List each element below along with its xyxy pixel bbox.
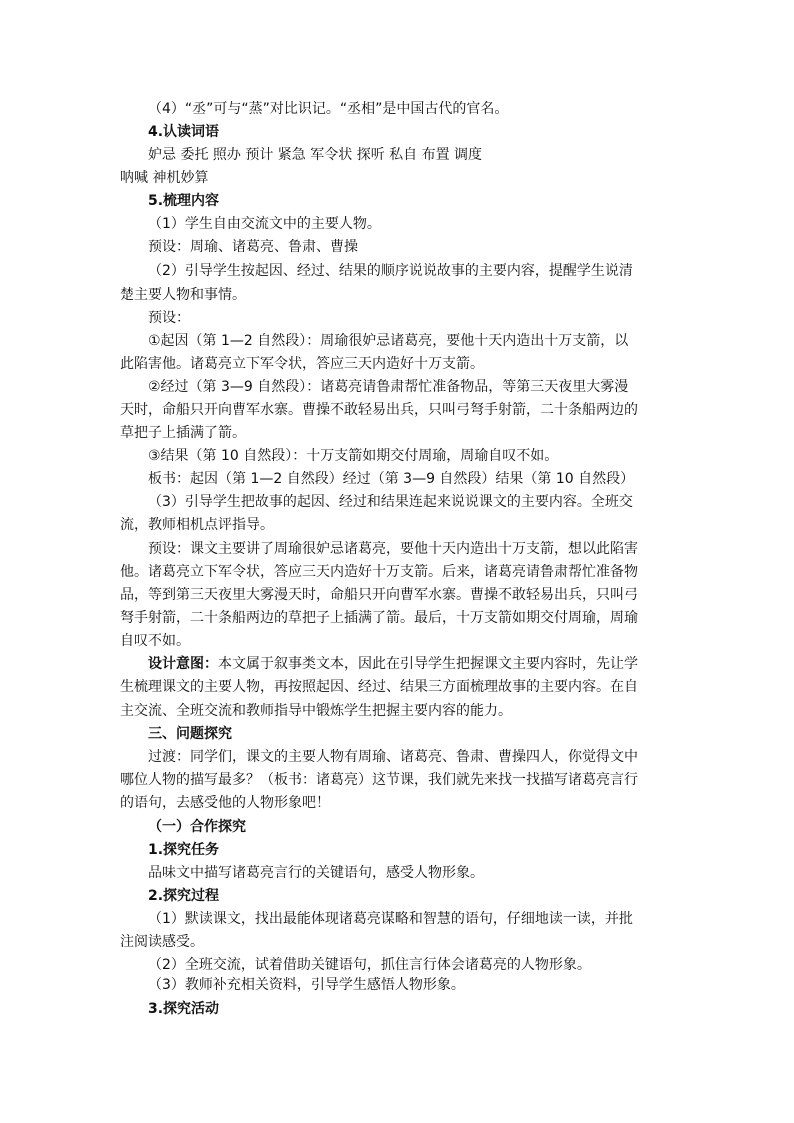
heading: 5.梳理内容 <box>148 193 220 209</box>
text-line: ②经过（第 3—9 自然段）：诸葛亮请鲁肃帮忙准备物品，等第三天夜里大雾漫 <box>148 379 629 395</box>
text-line: 预设：周瑜、诸葛亮、鲁肃、曹操 <box>148 239 358 255</box>
text-line: 预设： <box>148 310 190 326</box>
heading: 2.探究过程 <box>148 888 220 904</box>
text-line: 草把子上插满了箭。 <box>120 425 246 441</box>
text-line: 本文属于叙事类文本，因此在引导学生把握课文主要内容时，先让学 <box>218 656 638 672</box>
text-line: 品，等到第三天夜里大雾漫天时，命船只开向曹军水寨。曹操不敢轻易出兵，只叫弓 <box>120 587 638 603</box>
text-line: 呐喊 神机妙算 <box>120 170 209 186</box>
design-intent-label: 设计意图： <box>148 656 218 672</box>
text-line: ③结果（第 10 自然段）：十万支箭如期交付周瑜，周瑜自叹不如。 <box>148 448 559 464</box>
design-intent-line <box>0 654 794 674</box>
text-line: 板书：起因（第 1—2 自然段）经过（第 3—9 自然段）结果（第 10 自然段） <box>148 471 635 487</box>
heading: 4.认读词语 <box>148 124 220 140</box>
text-line: 自叹不如。 <box>120 633 190 649</box>
text-line: 楚主要人物和事情。 <box>120 287 246 303</box>
text-line: （2）全班交流，试着借助关键语句，抓住言行体会诸葛亮的人物形象。 <box>148 957 591 973</box>
text-line: （2）引导学生按起因、经过、结果的顺序说说故事的主要内容，提醒学生说清 <box>148 263 633 279</box>
text-line: 预设：课文主要讲了周瑜很妒忌诸葛亮，要他十天内造出十万支箭，想以此陷害 <box>148 541 638 557</box>
heading: （一）合作探究 <box>148 819 246 835</box>
text-line: 天时，命船只开向曹军水寨。曹操不敢轻易出兵，只叫弓弩手射箭，二十条船两边的 <box>120 402 638 418</box>
text-line: 过渡：同学们，课文的主要人物有周瑜、诸葛亮、鲁肃、曹操四人，你觉得文中 <box>148 749 638 765</box>
text-line: 此陷害他。诸葛亮立下军令状，答应三天内造好十万支箭。 <box>120 356 484 372</box>
text-line: （3）引导学生把故事的起因、经过和结果连起来说说课文的主要内容。全班交 <box>148 494 633 510</box>
text-line: 哪位人物的描写最多？（板书：诸葛亮）这节课，我们就先来找一找描写诸葛亮言行 <box>120 772 638 788</box>
text-line: 注阅读感受。 <box>120 934 204 950</box>
text-line: （4）“丞”可与“蒸”对比识记。“丞相”是中国古代的官名。 <box>148 101 509 117</box>
heading: 三、问题探究 <box>148 726 232 742</box>
text-line: 他。诸葛亮立下军令状，答应三天内造好十万支箭。后来，诸葛亮请鲁肃帮忙准备物 <box>120 564 638 580</box>
text-line: ①起因（第 1—2 自然段）：周瑜很妒忌诸葛亮，要他十天内造出十万支箭，以 <box>148 333 629 349</box>
text-line: 妒忌 委托 照办 预计 紧急 军令状 探听 私自 布置 调度 <box>148 147 483 163</box>
text-line: （1）默读课文，找出最能体现诸葛亮谋略和智慧的语句，仔细地读一读，并批 <box>148 911 633 927</box>
heading: 1.探究任务 <box>148 842 220 858</box>
text-line: 主交流、全班交流和教师指导中锻炼学生把握主要内容的能力。 <box>120 703 512 719</box>
text-line: （1）学生自由交流文中的主要人物。 <box>148 216 381 232</box>
text-line: 弩手射箭，二十条船两边的草把子上插满了箭。最后，十万支箭如期交付周瑜，周瑜 <box>120 610 638 626</box>
text-line: 品味文中描写诸葛亮言行的关键语句，感受人物形象。 <box>148 865 484 881</box>
text-line: 的语句，去感受他的人物形象吧！ <box>120 795 330 811</box>
text-line: 生梳理课文的主要人物，再按照起因、经过、结果三方面梳理故事的主要内容。在自 <box>120 679 638 695</box>
text-line: （3）教师补充相关资料，引导学生感悟人物形象。 <box>148 977 465 993</box>
heading: 3.探究活动 <box>148 1001 220 1017</box>
text-line: 流，教师相机点评指导。 <box>120 517 274 533</box>
